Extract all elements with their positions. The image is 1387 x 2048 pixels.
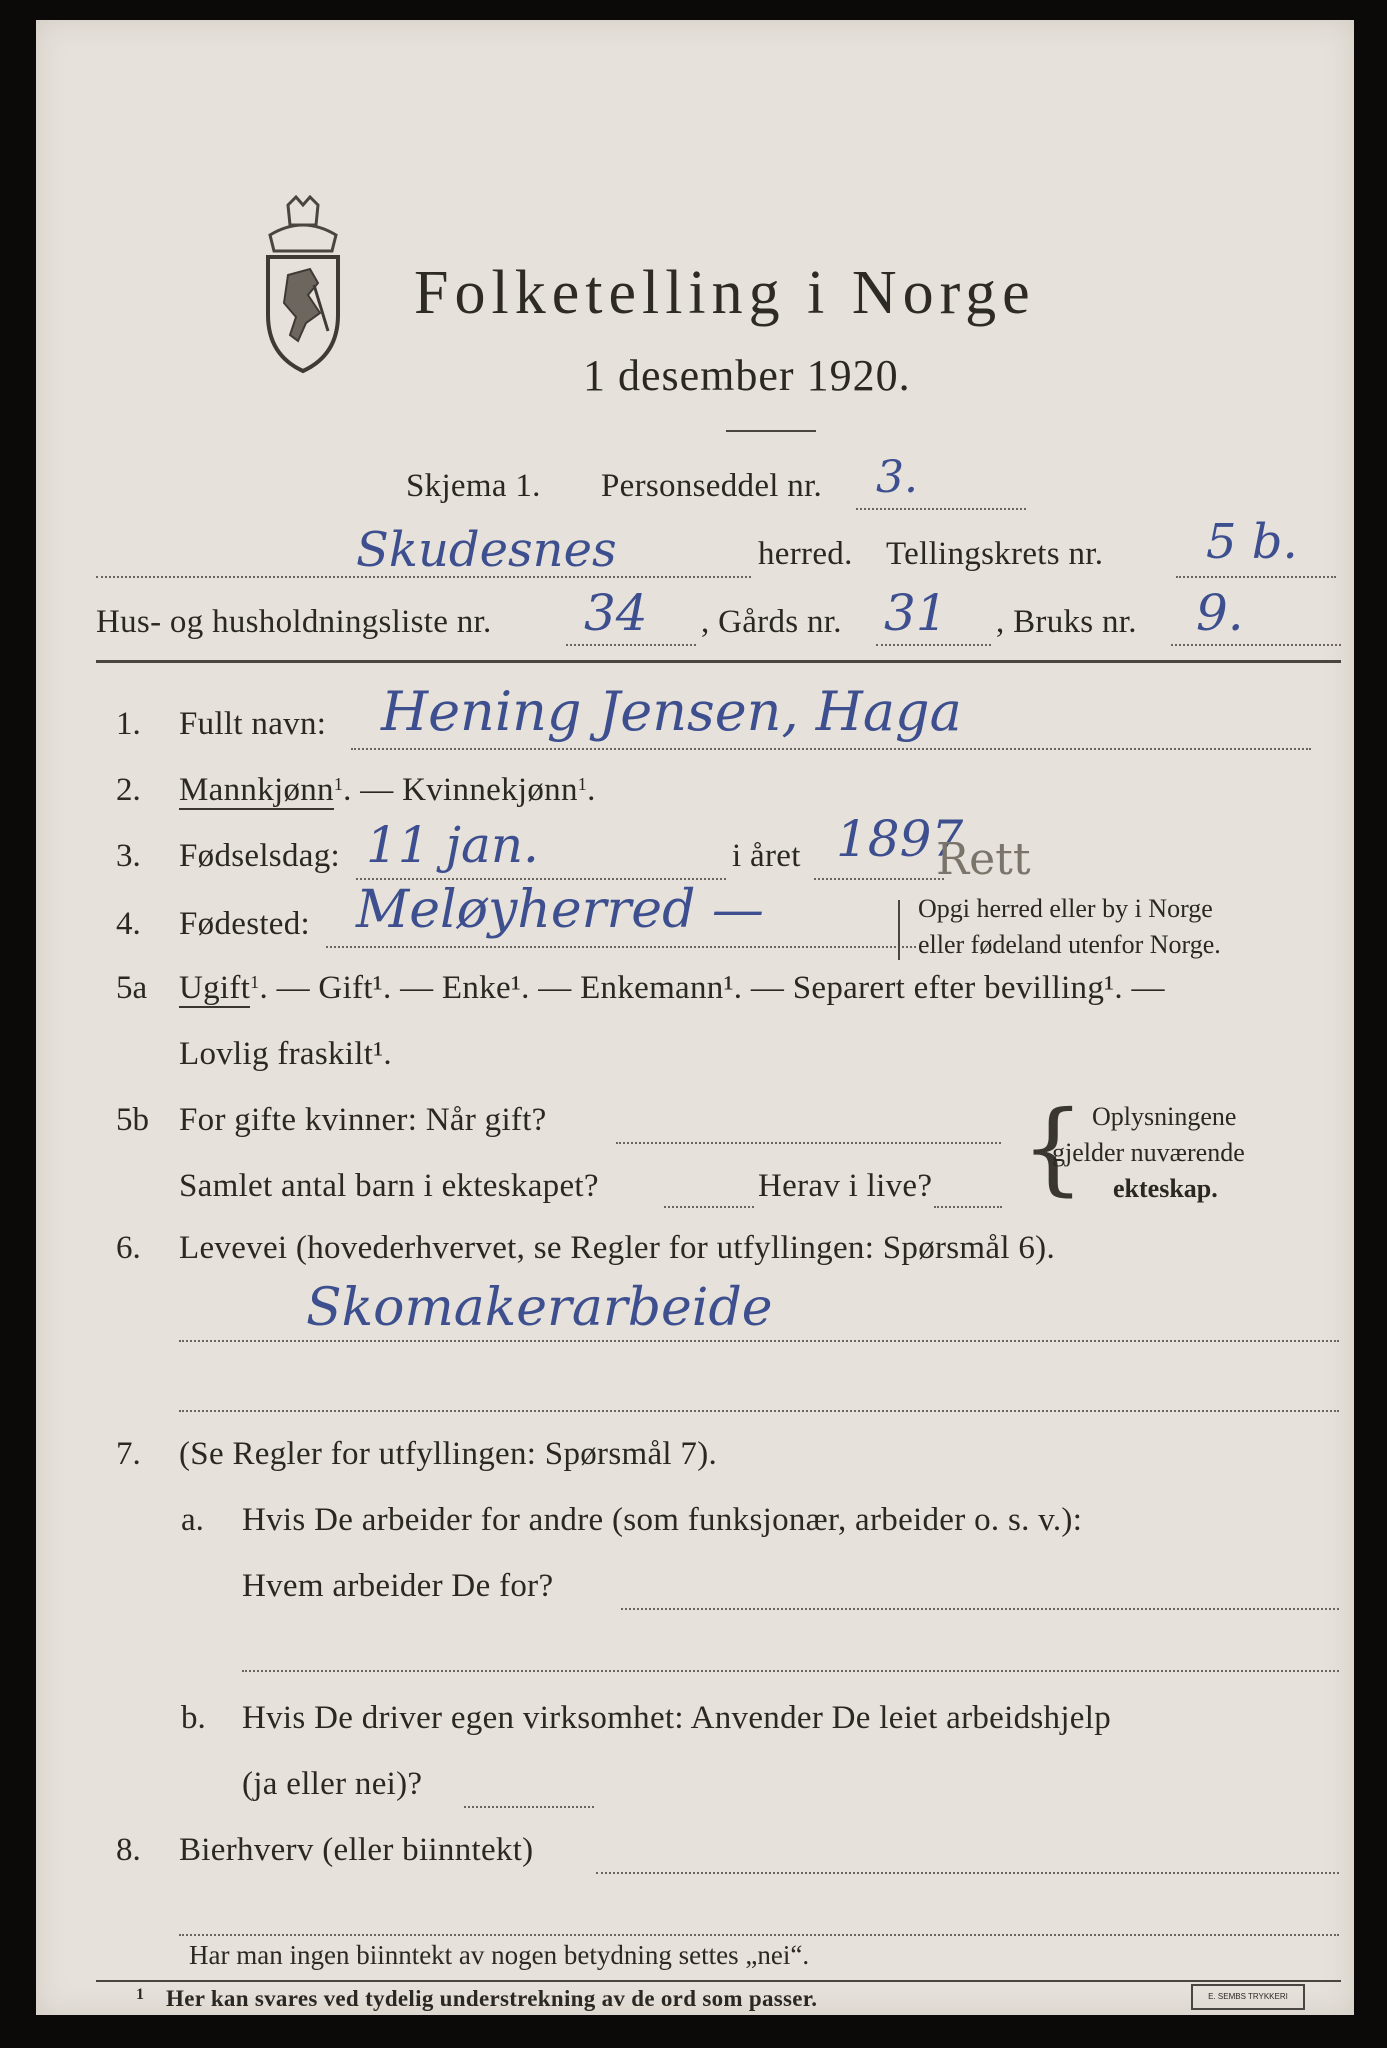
q4-line — [326, 946, 916, 948]
q5b-children-label: Samlet antal barn i ekteskapet? — [179, 1168, 599, 1204]
q4-number: 4. — [116, 906, 141, 942]
q5b-note-line1: Oplysningene — [1092, 1102, 1237, 1131]
q2-mannkjonn-option[interactable]: Mannkjønn — [179, 772, 334, 808]
herred-label: herred. — [758, 536, 853, 572]
q5a-marital-status: Ugift$^1$. — Gift¹. — Enke¹. — Enkemann¹. — Separert efter bevilling¹. — — [179, 970, 1165, 1006]
q3-birth-day[interactable]: 11 jan. — [366, 816, 539, 874]
q5b-alive-line — [934, 1206, 1002, 1208]
q3-year-line — [814, 878, 944, 880]
q4-note-line2: eller fødeland utenfor Norge. — [918, 930, 1221, 959]
q5b-line1: For gifte kvinner: Når gift? — [179, 1102, 547, 1138]
q7b-line2: (ja eller nei)? — [242, 1766, 423, 1802]
q7-label: (Se Regler for utfyllingen: Spørsmål 7). — [179, 1436, 718, 1472]
gards-line — [876, 644, 991, 646]
gards-value[interactable]: 31 — [884, 584, 948, 642]
q2-kvinnekjonn-option[interactable]: Kvinnekjønn — [402, 772, 578, 808]
husholdning-line — [566, 644, 696, 646]
q8-number: 8. — [116, 1832, 141, 1868]
q5b-when-married-line — [616, 1142, 1001, 1144]
q7b-letter: b. — [181, 1700, 206, 1736]
q7b-line1: Hvis De driver egen virksomhet: Anvender De leiet arbeidshjelp — [242, 1700, 1112, 1736]
bruks-label: , Bruks nr. — [996, 604, 1137, 640]
coat-of-arms-icon — [248, 195, 358, 375]
q7-number: 7. — [116, 1436, 141, 1472]
q6-line1 — [179, 1340, 1339, 1342]
skjema-label: Skjema 1. — [406, 468, 541, 504]
footnote-text: Her kan svares ved tydelig understrekning av de ord som passer. — [166, 1986, 818, 2011]
q3-correction: Rett — [936, 834, 1031, 885]
footnote-rule — [96, 1980, 1341, 1982]
form-title: Folketelling i Norge — [414, 259, 1036, 327]
q2-number: 2. — [116, 772, 141, 808]
husholdning-value[interactable]: 34 — [584, 584, 648, 642]
q5b-alive-label: Herav i live? — [758, 1168, 933, 1204]
q4-note-bracket — [898, 900, 900, 960]
tellingskrets-label: Tellingskrets nr. — [886, 536, 1104, 572]
husholdning-label: Hus- og husholdningsliste nr. — [96, 604, 492, 640]
q8-line2 — [179, 1934, 1339, 1936]
q7a-line2: Hvem arbeider De for? — [242, 1568, 554, 1604]
q5b-number: 5b — [116, 1102, 149, 1138]
q5a-other-options[interactable]: . — Gift¹. — Enke¹. — Enkemann¹. — Separert efter bevilling¹. — — [259, 970, 1165, 1006]
title-rule — [726, 430, 816, 432]
q6-number: 6. — [116, 1230, 141, 1266]
tellingskrets-line — [1176, 576, 1336, 578]
bruks-line — [1171, 644, 1341, 646]
nei-note: Har man ingen biinntekt av nogen betydning settes „nei“. — [189, 1940, 810, 1970]
q7a-extra-line — [242, 1670, 1339, 1672]
q1-label: Fullt navn: — [179, 706, 327, 742]
q4-label: Fødested: — [179, 906, 311, 942]
q4-note-line1: Opgi herred eller by i Norge — [918, 894, 1213, 923]
q5a-ugift-option[interactable]: Ugift — [179, 970, 251, 1006]
q7a-employer-line — [621, 1608, 1339, 1610]
bruks-value[interactable]: 9. — [1196, 584, 1244, 642]
q8-label: Bierhverv (eller biinntekt) — [179, 1832, 534, 1868]
q3-label: Fødselsdag: — [179, 838, 340, 874]
personseddel-line — [856, 508, 1026, 510]
q1-number: 1. — [116, 706, 141, 742]
census-date: 1 desember 1920. — [583, 351, 911, 400]
q7a-line1: Hvis De arbeider for andre (som funksjonær, arbeider o. s. v.): — [242, 1502, 1083, 1538]
gards-label: , Gårds nr. — [701, 604, 842, 640]
q2-gender: Mannkjønn$^1$. — Kvinnekjønn$^1$. — [179, 772, 596, 808]
q3-number: 3. — [116, 838, 141, 874]
q1-full-name[interactable]: Hening Jensen, Haga — [381, 680, 962, 743]
q7b-answer-line — [464, 1806, 594, 1808]
q5b-note-line2: gjelder nuværende — [1052, 1138, 1245, 1167]
q6-label: Levevei (hovederhvervet, se Regler for utfyllingen: Spørsmål 6). — [179, 1230, 1056, 1266]
q3-birth-year[interactable]: 1897 — [836, 810, 964, 868]
q5b-note-line3: ekteskap. — [1113, 1174, 1218, 1203]
q5b-children-line — [664, 1206, 754, 1208]
q1-line — [351, 748, 1311, 750]
header-divider — [96, 660, 1341, 663]
q2-end: . — [587, 772, 596, 808]
q8-line1 — [596, 1872, 1339, 1874]
q7a-letter: a. — [181, 1502, 204, 1538]
q6-occupation[interactable]: Skomakerarbeide — [306, 1278, 773, 1338]
herred-value[interactable]: Skudesnes — [356, 522, 617, 578]
q5a-line2[interactable]: Lovlig fraskilt¹. — [179, 1036, 392, 1072]
q6-line2 — [179, 1410, 1339, 1412]
personseddel-label: Personseddel nr. — [601, 468, 823, 504]
printer-stamp — [1191, 1984, 1305, 2010]
tellingskrets-value[interactable]: 5 b. — [1206, 514, 1298, 570]
q3-year-label: i året — [732, 838, 801, 874]
q5b-brace: { — [1021, 1089, 1085, 1206]
q2-separator: . — — [343, 772, 403, 808]
q4-birthplace[interactable]: Meløyherred — — [356, 880, 764, 940]
personseddel-value[interactable]: 3. — [876, 452, 918, 503]
census-form — [36, 20, 1354, 2015]
q5a-number: 5a — [116, 970, 148, 1006]
footnote-mark: 1 — [136, 1986, 144, 2003]
printer-stamp-text: E. SEMBS TRYKKERI — [1208, 1992, 1288, 2001]
